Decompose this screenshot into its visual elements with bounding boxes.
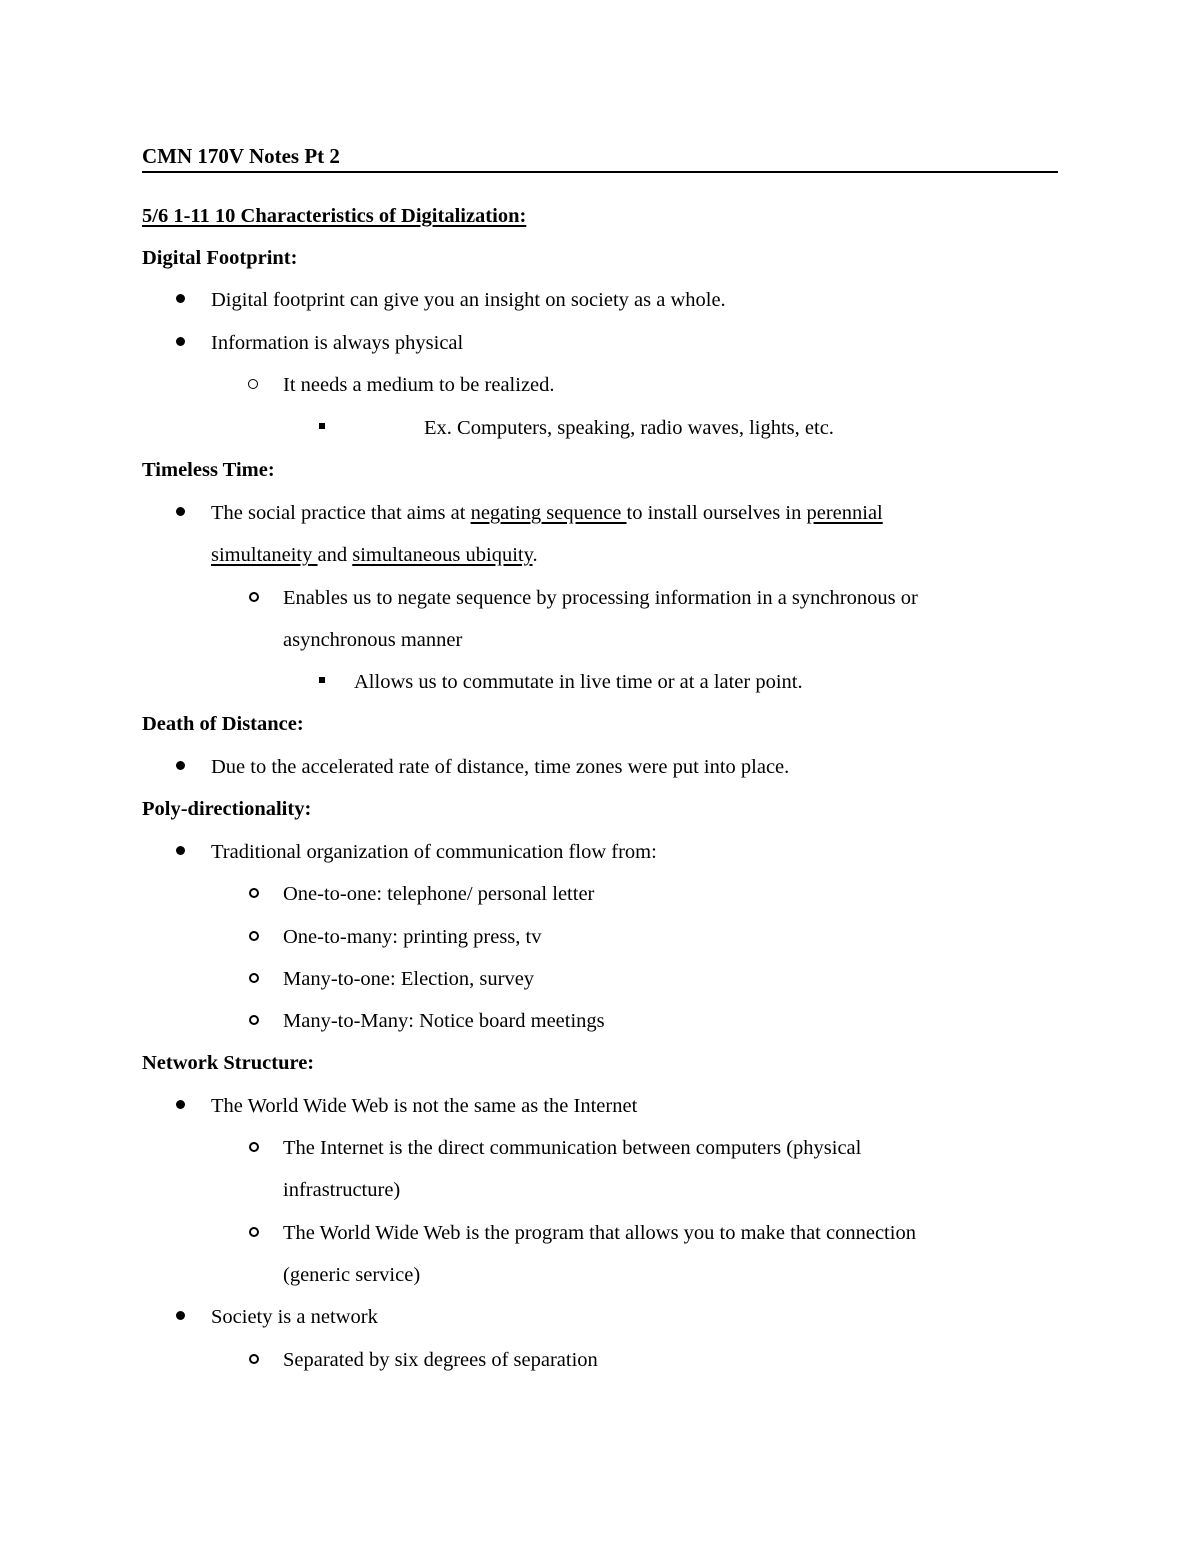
- timeless-time-sub-1-line-1: Enables us to negate sequence by processing information in a synchronous or: [283, 587, 918, 609]
- death-of-distance-heading: Death of Distance:: [142, 713, 304, 735]
- bullet-square-icon: [319, 677, 325, 683]
- poly-directionality-sub-3: Many-to-one: Election, survey: [283, 968, 535, 990]
- bullet-circle-icon: [249, 592, 259, 602]
- digital-footprint-item-2: Information is always physical: [211, 332, 464, 354]
- bullet-circle-icon: [249, 973, 259, 983]
- digital-footprint-heading: Digital Footprint:: [142, 247, 298, 269]
- document-title: CMN 170V Notes Pt 2: [142, 144, 340, 168]
- network-structure-item-2-sub-1: Separated by six degrees of separation: [283, 1349, 598, 1371]
- bullet-circle-icon: [249, 1227, 259, 1237]
- timeless-time-item-1-line-2: [211, 542, 538, 568]
- poly-directionality-sub-4: Many-to-Many: Notice board meetings: [283, 1010, 605, 1032]
- bullet-dot-icon: [176, 507, 185, 516]
- bullet-dot-icon: [176, 1100, 185, 1109]
- timeless-time-sub-1-sub: Allows us to commutate in live time or at a later point.: [354, 671, 803, 693]
- underlined-term: simultaneity: [211, 544, 318, 566]
- digital-footprint-item-2-sub: It needs a medium to be realized.: [283, 374, 555, 396]
- bullet-circle-icon: [249, 888, 259, 898]
- network-structure-item-1-sub-1-line-1: The Internet is the direct communication between computers (physical: [283, 1137, 862, 1159]
- bullet-circle-icon: [249, 931, 259, 941]
- bullet-dot-icon: [176, 294, 185, 303]
- text-run: .: [532, 544, 538, 566]
- timeless-time-heading: Timeless Time:: [142, 459, 275, 481]
- poly-directionality-sub-1: One-to-one: telephone/ personal letter: [283, 883, 595, 905]
- network-structure-item-1-sub-2-line-2: (generic service): [283, 1264, 421, 1286]
- bullet-circle-icon: [248, 379, 258, 389]
- bullet-square-icon: [319, 423, 325, 429]
- text-run: The social practice that aims at: [211, 502, 471, 524]
- bullet-circle-icon: [249, 1015, 259, 1025]
- underlined-term: simultaneous ubiquity: [352, 544, 533, 566]
- poly-directionality-heading: Poly-directionality:: [142, 798, 312, 820]
- underlined-term: perennial: [806, 502, 883, 524]
- text-run: and: [317, 544, 353, 566]
- bullet-dot-icon: [176, 761, 185, 770]
- network-structure-item-2: Society is a network: [211, 1306, 378, 1328]
- text-run: to install ourselves in: [626, 502, 807, 524]
- timeless-time-item-1-line-1: [211, 500, 883, 526]
- death-of-distance-item-1: Due to the accelerated rate of distance, time zones were put into place.: [211, 756, 790, 778]
- network-structure-item-1: The World Wide Web is not the same as the Internet: [211, 1095, 638, 1117]
- bullet-circle-icon: [249, 1354, 259, 1364]
- bullet-dot-icon: [176, 337, 185, 346]
- underlined-term: negating sequence: [470, 502, 627, 524]
- digital-footprint-item-2-sub-sub: Ex. Computers, speaking, radio waves, lights, etc.: [424, 417, 834, 439]
- digital-footprint-item-1: Digital footprint can give you an insight on society as a whole.: [211, 289, 726, 311]
- bullet-dot-icon: [176, 846, 185, 855]
- network-structure-item-1-sub-1-line-2: infrastructure): [283, 1179, 401, 1201]
- timeless-time-sub-1-line-2: asynchronous manner: [283, 629, 463, 651]
- section-heading: 5/6 1-11 10 Characteristics of Digitalization:: [142, 205, 527, 227]
- bullet-dot-icon: [176, 1311, 185, 1320]
- network-structure-heading: Network Structure:: [142, 1052, 315, 1074]
- network-structure-item-1-sub-2-line-1: The World Wide Web is the program that allows you to make that connection: [283, 1222, 916, 1244]
- bullet-circle-icon: [249, 1142, 259, 1152]
- poly-directionality-sub-2: One-to-many: printing press, tv: [283, 926, 542, 948]
- poly-directionality-item-1: Traditional organization of communication flow from:: [211, 841, 657, 863]
- title-rule: [142, 171, 1058, 173]
